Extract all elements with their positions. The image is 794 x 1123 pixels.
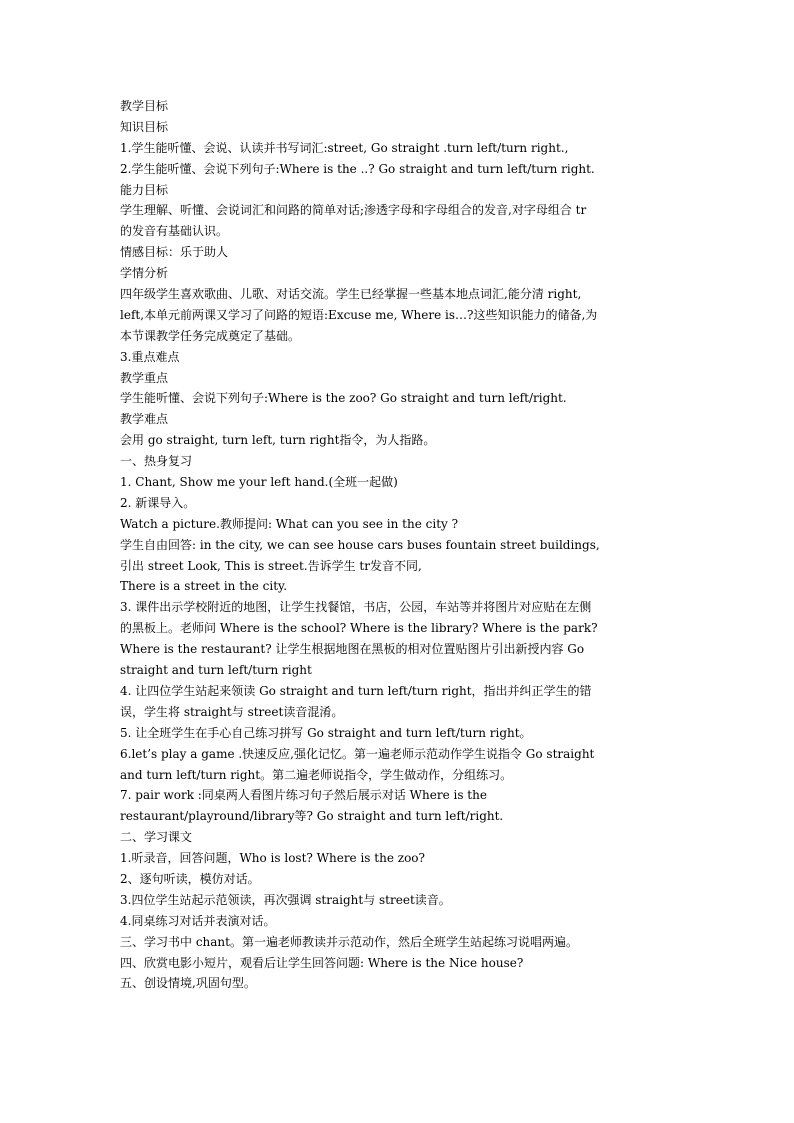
text-line: 4. 让四位学生站起来领读 Go straight and turn left/turn right，指出并纠正学生的错 [120, 683, 592, 698]
text-line: 学生自由回答: in the city, we can see house cars buses fountain street buildings, [120, 537, 600, 552]
text-line: 5. 让全班学生在手心自己练习拼写 Go straight and turn left/turn right。 [120, 725, 532, 740]
text-line: 误，学生将 straight与 street读音混淆。 [120, 704, 344, 719]
text-line: 教学难点 [120, 412, 169, 427]
text-line: 1.学生能听懂、会说、认读并书写词汇:street, Go straight .turn left/turn right., [120, 140, 569, 155]
text-line: 情感目标：乐于助人 [120, 245, 229, 260]
text-line: 2. 新课导入。 [120, 495, 196, 510]
text-line: 五、创设情境,巩固句型。 [120, 976, 256, 991]
text-line: 的发音有基础认识。 [120, 224, 229, 239]
text-line: and turn left/turn right。第二遍老师说指令，学生做动作，分组练习。 [120, 767, 513, 782]
text-line: 1.听录音，回答问题，Who is lost? Where is the zoo? [120, 851, 425, 866]
text-line: 会用 go straight, turn left, turn right指令，为人指路。 [120, 433, 436, 448]
text-line: 4.同桌练习对话并表演对话。 [120, 913, 276, 928]
text-line: 3. 课件出示学校附近的地图，让学生找餐馆，书店，公园，车站等并将图片对应贴在左侧 [120, 600, 592, 615]
text-line: 学生能听懂、会说下列句子:Where is the zoo? Go straight and turn left/right. [120, 391, 567, 406]
text-line: 学情分析 [120, 266, 169, 281]
text-line: left,本单元前两课又学习了问路的短语:Excuse me, Where is…?这些知识能力的储备,为 [120, 307, 598, 322]
text-line: 知识目标 [120, 119, 169, 134]
text-line: Where is the restaurant? 让学生根据地图在黑板的相对位置贴图片引出新授内容 Go [120, 642, 585, 657]
text-line: 2.学生能听懂、会说下列句子:Where is the ..? Go straight and turn left/turn right. [120, 161, 595, 176]
text-line: 7. pair work :同桌两人看图片练习句子然后展示对话 Where is the [120, 788, 487, 803]
text-line: 本节课教学任务完成奠定了基础。 [120, 328, 301, 343]
text-line: 二、学习课文 [120, 830, 193, 845]
text-line: 6.let’s play a game .快速反应,强化记忆。第一遍老师示范动作学生说指令 Go straight [120, 746, 595, 761]
document-page [120, 96, 680, 994]
text-line: 四、欣赏电影小短片，观看后让学生回答问题: Where is the Nice house? [120, 955, 524, 970]
text-line: straight and turn left/turn right [120, 663, 312, 678]
text-line: restaurant/playround/library等? Go straight and turn left/right. [120, 809, 504, 824]
text-line: 学生理解、听懂、会说词汇和问路的简单对话;渗透字母和字母组合的发音,对字母组合 tr [120, 203, 587, 218]
text-line: 四年级学生喜欢歌曲、儿歌、对话交流。学生已经掌握一些基本地点词汇,能分清 right, [120, 287, 582, 302]
text-line: 一、热身复习 [120, 454, 193, 469]
text-line: 能力目标 [120, 182, 169, 197]
text-line: 1. Chant, Show me your left hand.(全班一起做) [120, 475, 398, 490]
text-line: 教学目标 [120, 99, 169, 113]
text-line: 2、逐句听读，模仿对话。 [120, 871, 260, 886]
text-line: 3.四位学生站起示范领读，再次强调 straight与 street读音。 [120, 892, 451, 907]
text-line: 三、学习书中 chant。第一遍老师教读并示范动作，然后全班学生站起练习说唱两遍。 [120, 934, 578, 949]
text-line: There is a street in the city. [120, 579, 288, 594]
text-line: 引出 street Look, This is street.告诉学生 tr发音不同, [120, 558, 422, 573]
text-line: 教学重点 [120, 370, 169, 385]
text-line: 3.重点难点 [120, 349, 180, 364]
text-line: Watch a picture.教师提问: What can you see in the city ? [120, 516, 459, 531]
text-line: 的黑板上。老师问 Where is the school? Where is the library? Where is the park? [120, 621, 598, 636]
